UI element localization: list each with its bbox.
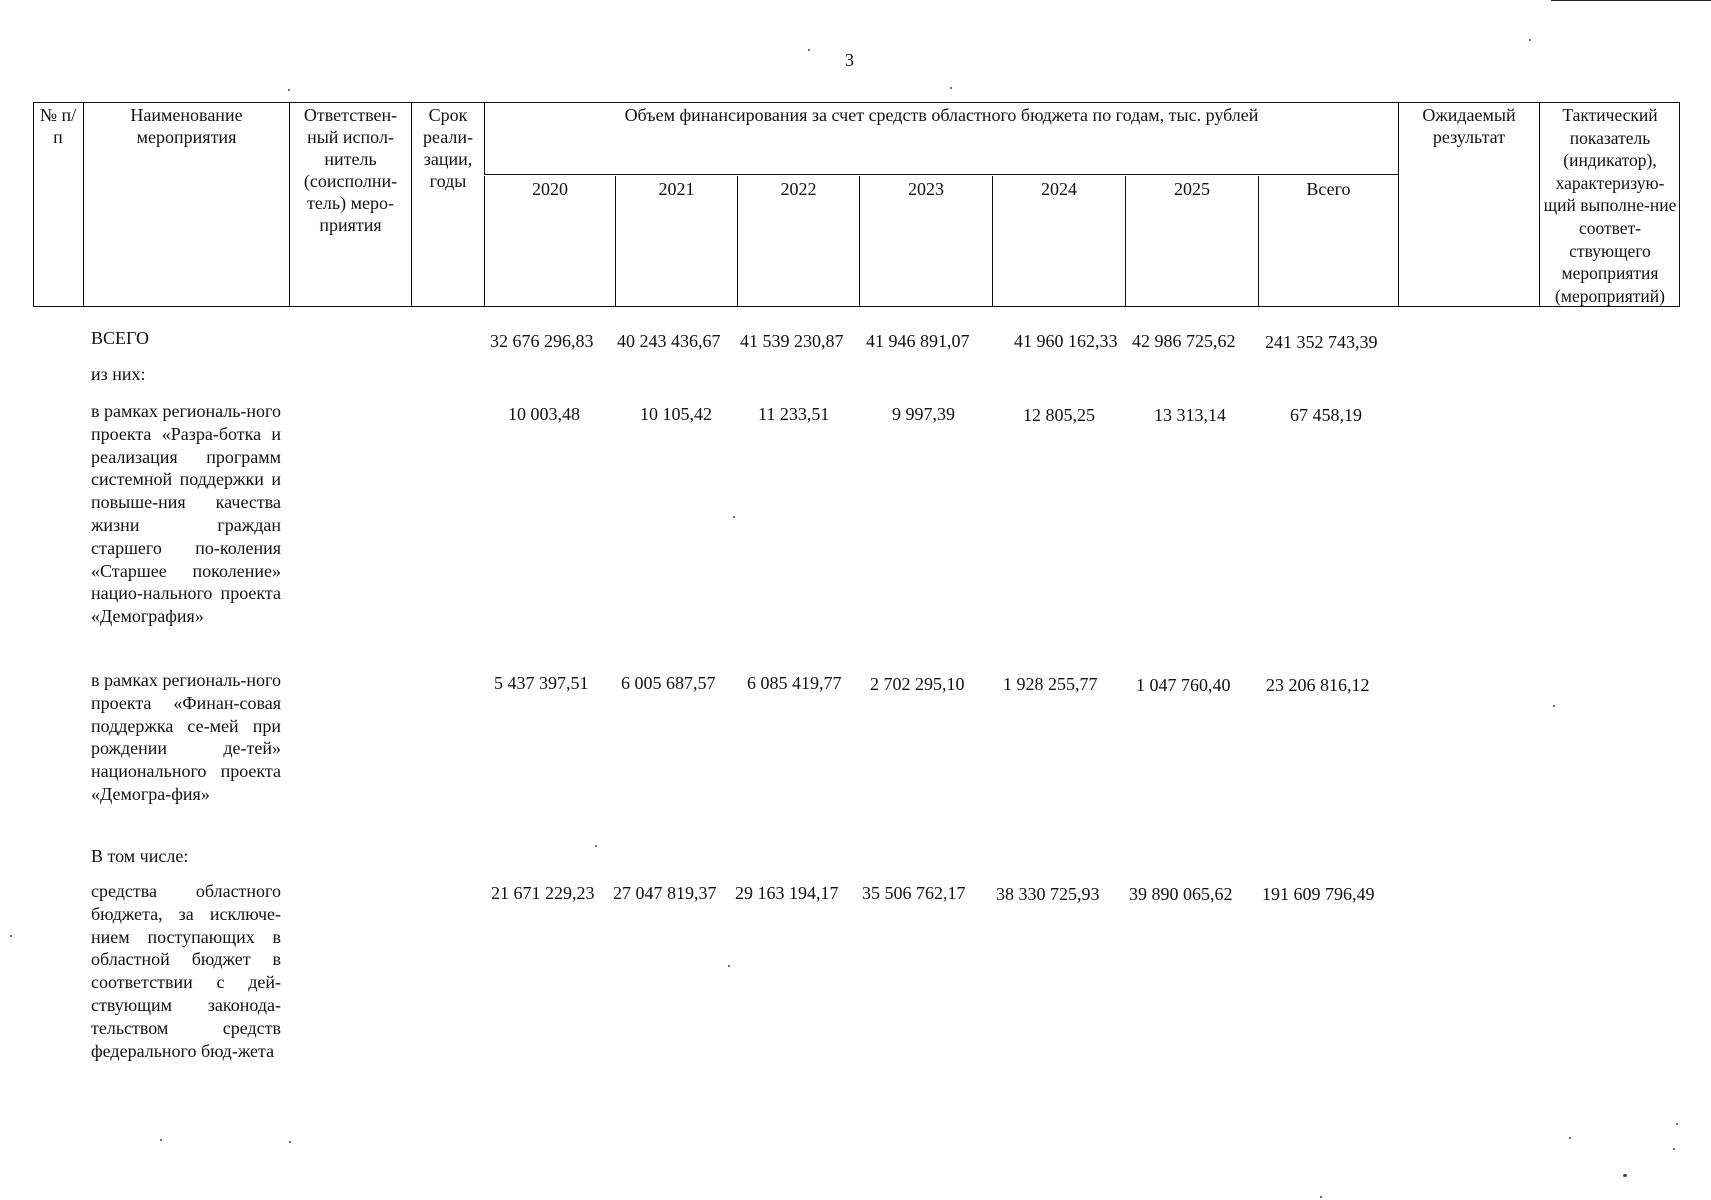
header-year-2025: 2025 [1125,176,1258,307]
older-gen-2020: 10 003,48 [508,404,580,424]
total-2022: 41 539 230,87 [740,331,844,351]
scan-speck [595,845,597,847]
scan-speck [1569,1137,1571,1139]
older-gen-2022: 11 233,51 [758,404,830,424]
header-col-indicator: Тактический показатель (индикатор), характеризую-щий выполне-ние соответ-ствующего мероприятия (мероприятий) [1539,102,1680,307]
header-col-executor: Ответствен-ный испол-нитель (соисполни-тель) меро-приятия [289,102,411,307]
older-gen-2021: 10 105,42 [640,404,712,424]
header-year-2024: 2024 [992,176,1125,307]
page-number: 3 [845,50,854,70]
row-regional-budget-label: средства областного бюджета, за исключе-нием поступающих в областной бюджет в соответствии с дей-ствующим законода-тельством средств федерального бюд-жета [91,881,281,1061]
header-year-2021: 2021 [615,176,737,307]
row-family-support-label: в рамках региональ-ного проекта «Финан-совая поддержка се-мей при рождении де-тей» национального проекта «Демогра-фия» [91,670,281,804]
row-older-generation-label: в рамках региональ-ного проекта «Разра-ботка и реализация программ системной поддержки и повыше-ния качества жизни граждан старшего по-коления «Старшее поколение» нацио-нального проекта «Демография» [91,401,281,627]
table-header [33,102,1680,307]
older-gen-2025: 13 313,14 [1154,405,1226,425]
scan-speck [1553,705,1555,707]
regional-total: 191 609 796,49 [1262,884,1375,904]
total-2024: 41 960 162,33 [1014,331,1118,351]
header-col-result: Ожидаемый результат [1398,102,1539,307]
total-2020: 32 676 296,83 [490,331,594,351]
total-2021: 40 243 436,67 [617,331,721,351]
header-year-2022: 2022 [737,176,859,307]
total-all: 241 352 743,39 [1265,332,1378,352]
header-year-2023: 2023 [859,176,992,307]
scan-speck [1673,1148,1675,1150]
scan-speck [728,965,730,967]
family-2021: 6 005 687,57 [621,673,716,693]
scan-speck [288,89,290,91]
scan-speck [1320,1196,1322,1198]
family-2023: 2 702 295,10 [870,674,965,694]
regional-2023: 35 506 762,17 [862,883,966,903]
scan-speck [808,49,810,51]
scan-speck [160,1139,162,1141]
header-col-name: Наименование мероприятия [83,102,289,307]
row-of-them-label: из них: [91,364,146,384]
family-2025: 1 047 760,40 [1136,675,1231,695]
scan-speck [1676,1123,1678,1125]
regional-2021: 27 047 819,37 [613,883,717,903]
corner-rule [1551,0,1711,1]
header-col-number: № п/п [39,105,77,147]
scan-speck [1529,39,1531,41]
header-col-period: Срок реали-зации, годы [411,102,484,307]
regional-2025: 39 890 065,62 [1129,884,1233,904]
older-gen-total: 67 458,19 [1290,405,1362,425]
row-including-label: В том числе: [91,846,189,866]
scan-speck [10,935,12,937]
older-gen-2024: 12 805,25 [1023,405,1095,425]
family-2024: 1 928 255,77 [1003,674,1098,694]
total-2025: 42 986 725,62 [1132,331,1236,351]
family-2020: 5 437 397,51 [494,673,589,693]
older-gen-2023: 9 997,39 [892,404,955,424]
scan-speck [733,516,735,518]
header-year-2020: 2020 [484,176,615,307]
family-total: 23 206 816,12 [1266,675,1370,695]
regional-2020: 21 671 229,23 [491,883,595,903]
header-col-funding: Объем финансирования за счет средств областного бюджета по годам, тыс. рублей [484,102,1398,174]
scan-speck [289,1141,291,1143]
scan-speck [950,87,952,89]
funding-divider [484,174,1398,175]
header-year-total: Всего [1258,176,1398,307]
regional-2022: 29 163 194,17 [735,883,839,903]
family-2022: 6 085 419,77 [747,673,842,693]
scan-speck [1623,1174,1627,1177]
total-2023: 41 946 891,07 [866,331,970,351]
row-total-label: ВСЕГО [91,328,149,348]
regional-2024: 38 330 725,93 [996,884,1100,904]
